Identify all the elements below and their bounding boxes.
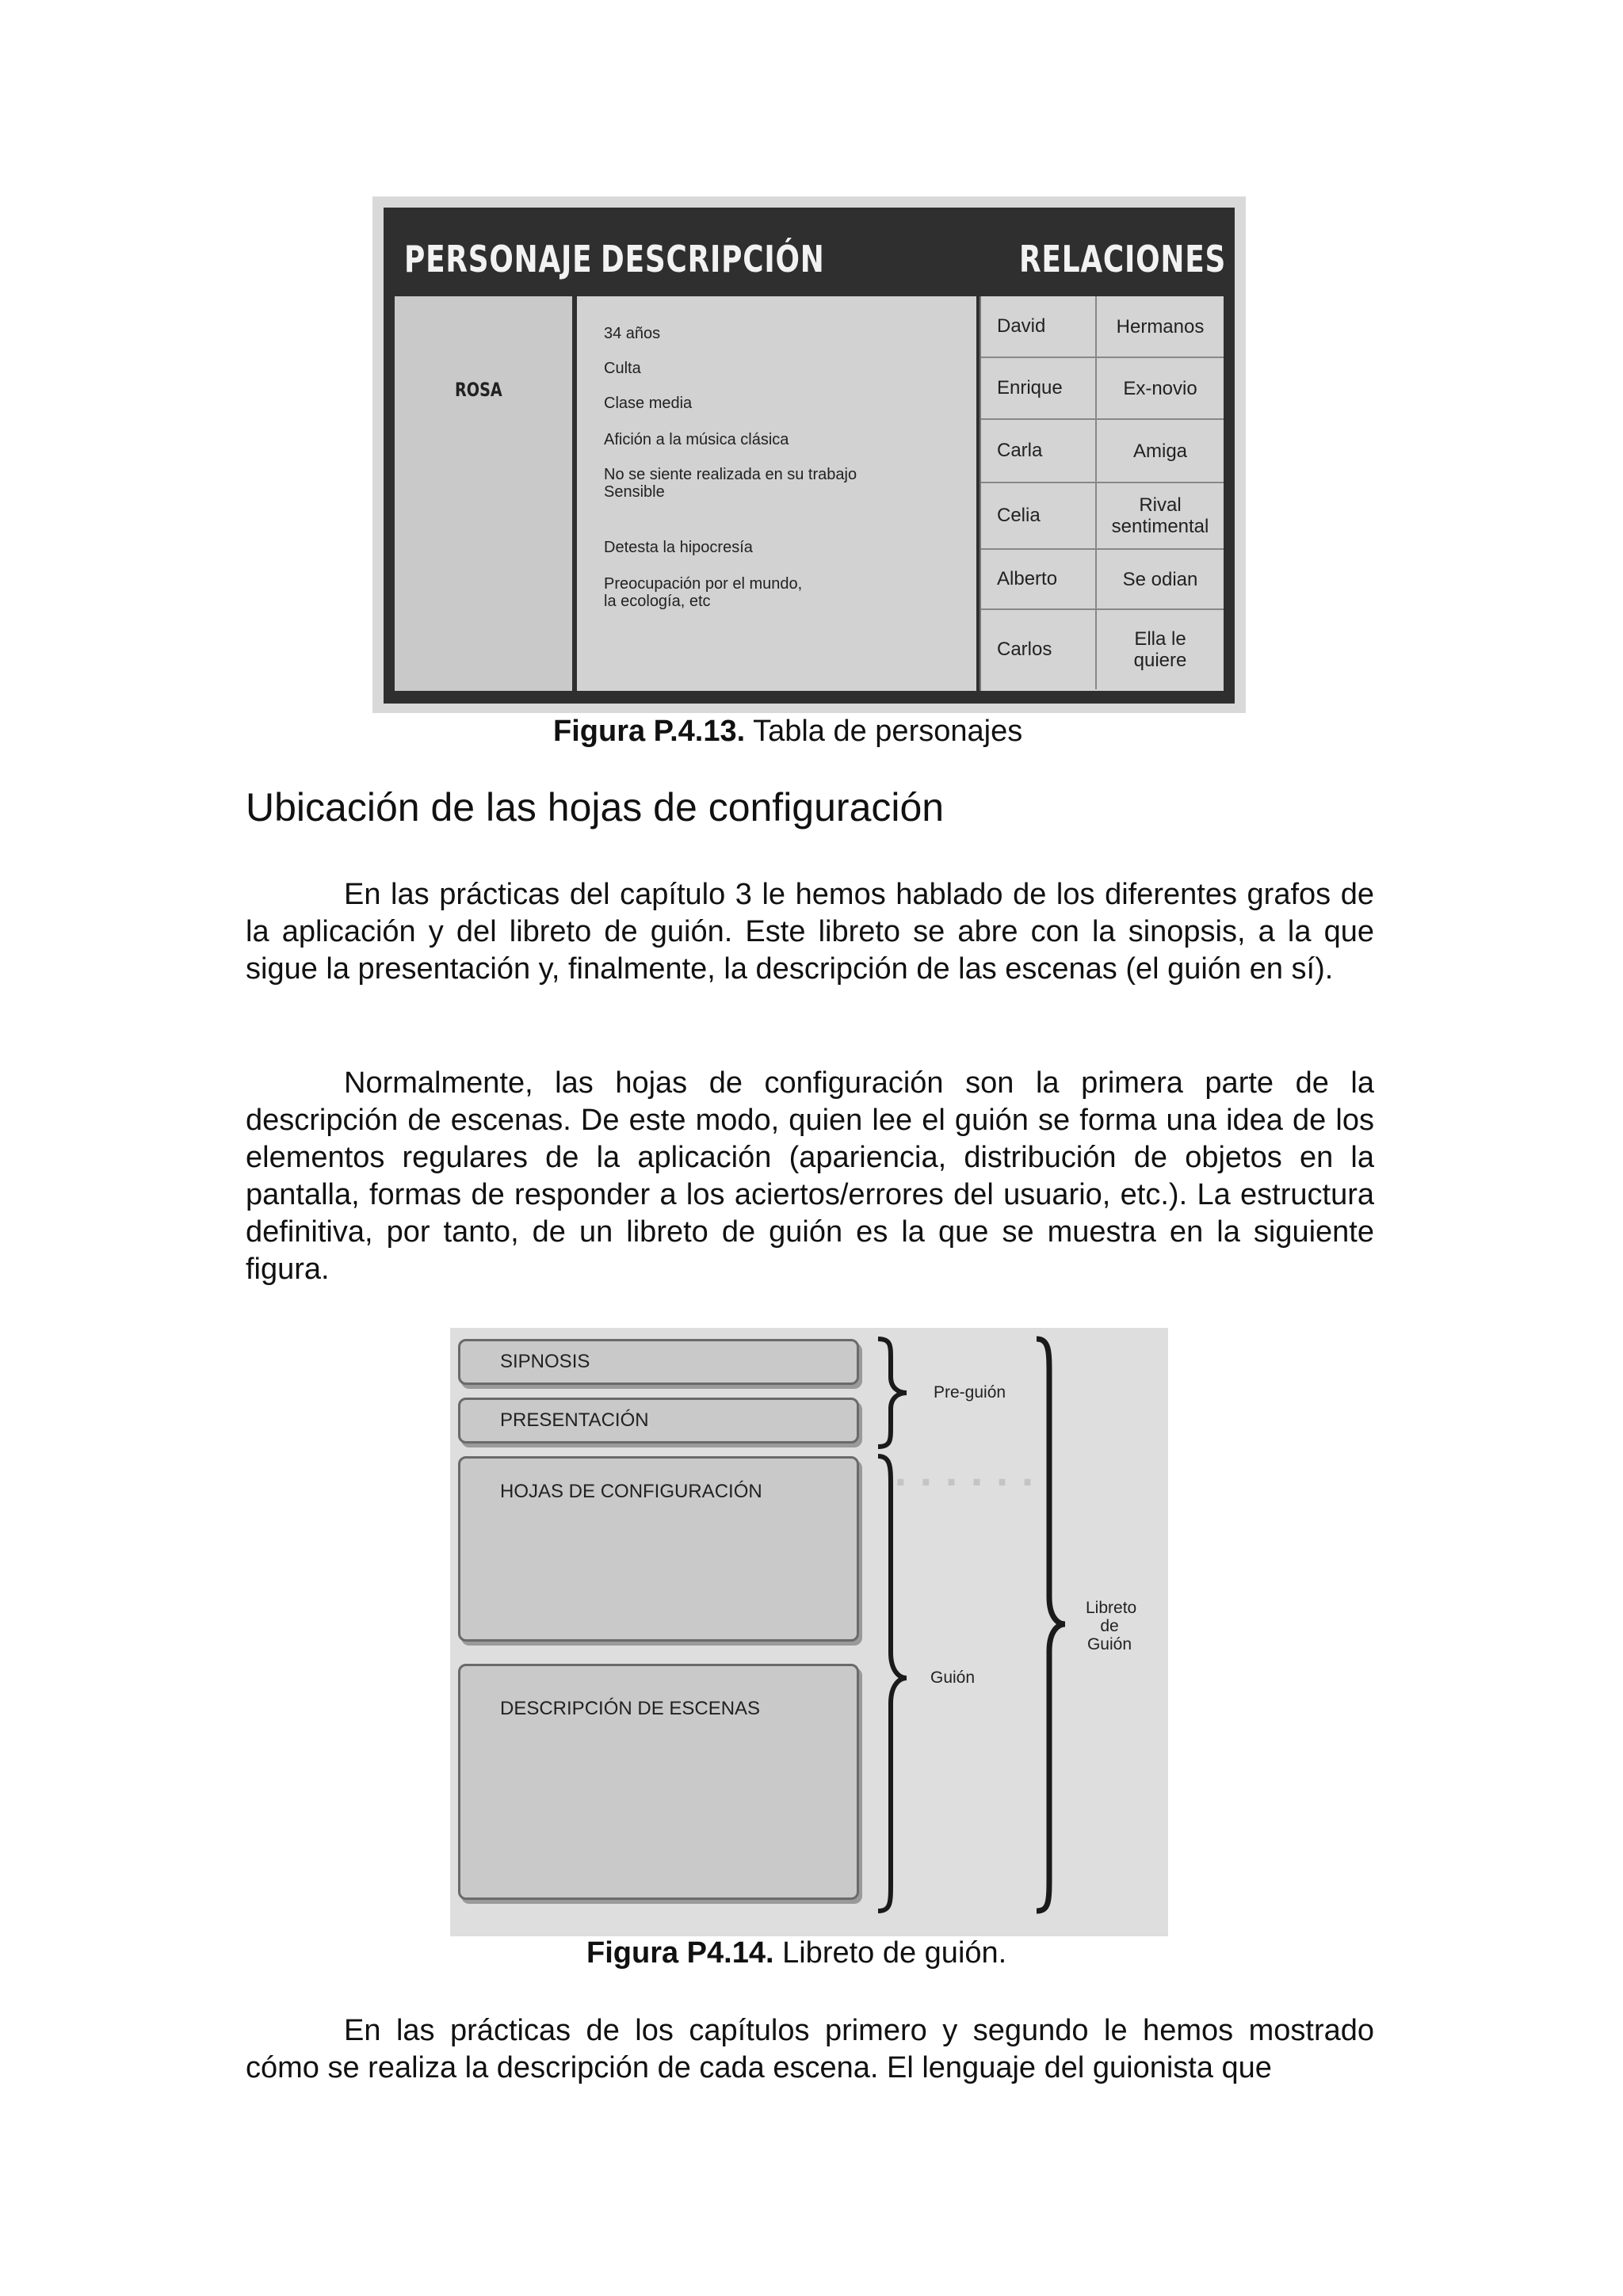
relation-type: Ex-novio [1123,377,1197,399]
character-name-cell [395,296,572,691]
libreto-label-line: Libreto [1086,1599,1137,1617]
sinopsis-label: SIPNOSIS [500,1351,590,1372]
guion-label: Guión [930,1669,976,1687]
relation-person: David [981,296,1097,357]
descripcion-escenas-label: DESCRIPCIÓN DE ESCENAS [500,1698,761,1719]
presentacion-label: PRESENTACIÓN [500,1409,649,1431]
figure-caption [553,715,1022,749]
relation-row [981,483,1224,550]
figure-caption-number: Figura P.4.13. [553,715,746,748]
paragraph-text: En las prácticas del capítulo 3 le hemos hablado de los diferentes grafos de la aplicación y del libreto de guión. Este libreto se abre con la sinopsis, a la que sigue la presentación y, finalmente, la descripción de las escenas (el guión en sí). [246,878,1374,986]
figure-caption-number: Figura P4.14. [586,1936,774,1970]
description-line: No se siente realizada en su trabajo [604,466,857,483]
pre-guion-brace [878,1339,907,1447]
relation-person: Carla [981,420,1097,482]
figure-caption-text: Libreto de guión. [773,1936,1007,1970]
relation-person: Carlos [981,610,1097,689]
relation-type: Hermanos [1116,315,1205,338]
relation-type-line: quiere [1133,650,1187,671]
relation-person: Enrique [981,358,1097,418]
character-table-figure [372,196,1246,713]
section-heading: Ubicación de las hojas de configuración [246,785,945,830]
libreto-label [1086,1599,1137,1653]
figure-caption-text: Tabla de personajes [745,715,1023,748]
character-table [384,208,1235,704]
guion-brace [878,1456,907,1911]
relation-type [1097,610,1224,689]
description-line: Sensible [604,483,665,501]
relation-row [981,610,1224,689]
description-line: 34 años [604,325,661,342]
body-paragraph [246,2012,1374,2087]
braces [450,1328,1168,1936]
description-line: Detesta la hipocresía [604,539,753,556]
hojas-configuracion-label: HOJAS DE CONFIGURACIÓN [500,1481,762,1502]
relation-row [981,550,1224,610]
relation-type-line: Ella le [1134,628,1186,650]
figure-caption [586,1936,1006,1970]
relation-type-line: Rival [1139,494,1182,516]
description-line: Culta [604,360,641,377]
header-relaciones: RELACIONES [1019,238,1227,280]
character-name: ROSA [455,379,502,401]
script-booklet-figure: · · · · · · SIPNOSIS PRESENTACIÓN HOJAS DE CONFIGURACIÓN DESCRIPCIÓN DE ESCENAS Pre-guión Guión Libreto de Guión [450,1328,1168,1936]
libreto-label-line: de [1100,1617,1119,1635]
relations-grid [981,296,1224,689]
relation-row [981,296,1224,358]
relation-type-line: sentimental [1111,516,1209,537]
description-line: Afición a la música clásica [604,431,789,448]
libreto-brace [1037,1339,1065,1911]
header-descripcion: DESCRIPCIÓN [601,238,825,280]
body-paragraph [246,1065,1374,1288]
libreto-label-line: Guión [1086,1635,1132,1653]
description-line: la ecología, etc [604,593,711,610]
description-line: Clase media [604,395,693,412]
paragraph-text: En las prácticas de los capítulos primero y segundo le hemos mostrado cómo se realiza la descripción de cada escena. El lenguaje del guionista que [246,2014,1374,2084]
description-line: Preocupación por el mundo, [604,575,803,593]
pre-guion-label: Pre-guión [934,1383,1006,1402]
relation-type [1097,483,1224,548]
relation-row [981,358,1224,420]
relation-type: Se odian [1122,568,1198,590]
relation-row [981,420,1224,483]
header-personaje: PERSONAJE [404,238,593,280]
paragraph-text: Normalmente, las hojas de configuración son la primera parte de la descripción de escenas. De este modo, quien lee el guión se forma una idea de los elementos regulares de la aplicación (apariencia, distribución de objetos en la pantalla, formas de responder a los aciertos/errores del usuario, etc.). La estructura definitiva, por tanto, de un libreto de guión es la que se muestra en la siguiente figura. [246,1066,1374,1286]
relation-person: Alberto [981,550,1097,608]
body-paragraph [246,876,1374,988]
relation-type: Amiga [1132,440,1188,462]
relation-person: Celia [981,483,1097,548]
